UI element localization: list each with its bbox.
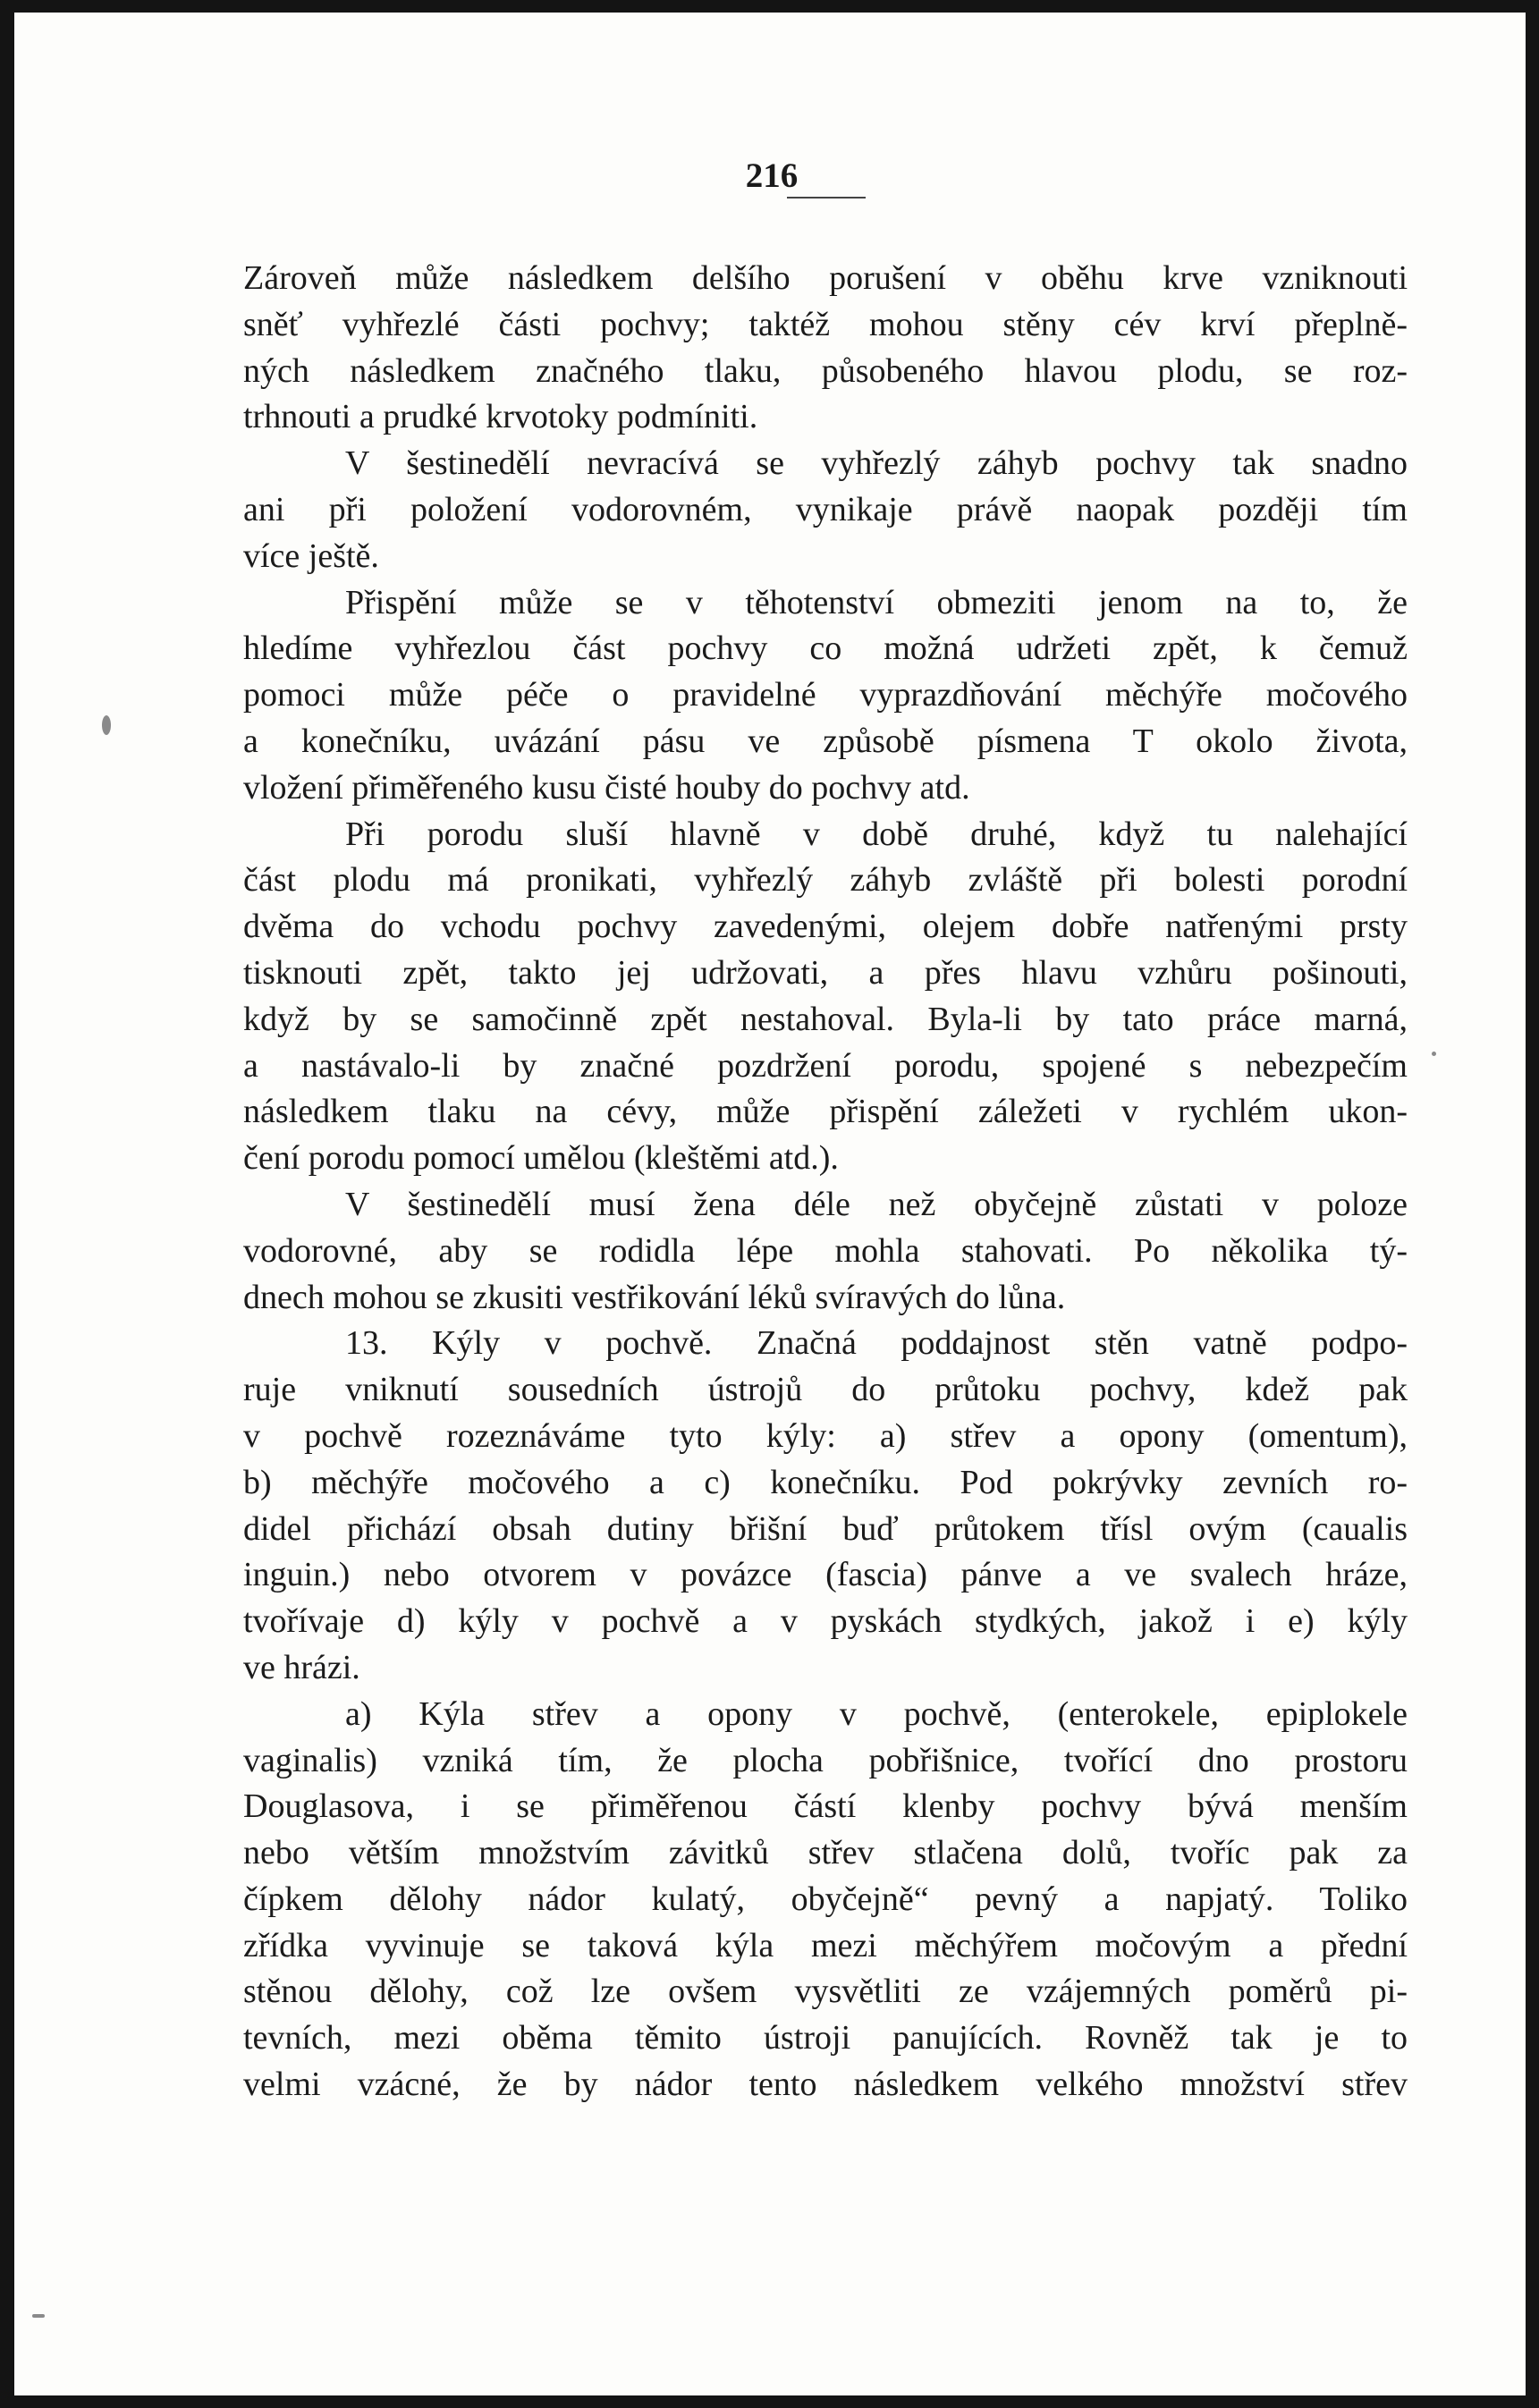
text-line: stěnou dělohy, což lze ovšem vysvětliti ze vzájemných poměrů pi- [243,1973,1408,2011]
paragraph-start-line: V šestinedělí musí žena déle než obyčejně zůstati v poloze [345,1185,1408,1223]
paper-speck [102,715,111,735]
text-line: didel přichází obsah dutiny břišní buď průtokem třísl ovým (caualis [243,1509,1408,1548]
section-13-heading-line: 13. Kýly v pochvě. Značná poddajnost stěn vatně podpo- [345,1324,1408,1363]
paper-speck [32,2314,45,2318]
text-line: část plodu má pronikati, vyhřezlý záhyb zvláště při bolesti porodní [243,861,1408,900]
subsection-a-heading-line: a) Kýla střev a opony v pochvě, (enterokele, epiplokele [345,1694,1408,1733]
text-line: ve hrázi. [243,1648,360,1686]
text-line: když by se samočinně zpět nestahoval. Byla-li by tato práce marná, [243,1000,1408,1038]
text-line: ani při položení vodorovném, vynikaje právě naopak později tím [243,490,1408,528]
text-line: zřídka vyvinuje se taková kýla mezi měchýřem močovým a přední [243,1926,1408,1964]
text-line: dvěma do vchodu pochvy zavedenými, olejem dobře natřenými prsty [243,908,1408,946]
text-line: ruje vniknutí sousedních ústrojů do průtoku pochvy, kdež pak [243,1371,1408,1409]
text-line: Douglasova, i se přiměřenou částí klenby pochvy bývá menším [243,1787,1408,1826]
body-text [243,256,1408,2108]
text-line: následkem tlaku na cévy, může přispění záležeti v rychlém ukon- [243,1093,1408,1131]
text-line: čení porodu pomocí umělou (kleštěmi atd.). [243,1139,839,1178]
text-line: trhnouti a prudké krvotoky podmíniti. [243,398,758,436]
text-line: velmi vzácné, že by nádor tento následkem velkého množství střev [243,2066,1408,2104]
text-line: více ještě. [243,537,379,575]
text-line: vaginalis) vzniká tím, že plocha pobřišnice, tvořící dno prostoru [243,1741,1408,1779]
text-line: vložení přiměřeného kusu čisté houby do pochvy atd. [243,768,970,807]
text-line: v pochvě rozeznáváme tyto kýly: a) střev a opony (omentum), [243,1416,1408,1455]
text-line: tevních, mezi oběma těmito ústroji panujících. Rovněž tak je to [243,2019,1408,2057]
paper-speck [1432,1052,1436,1056]
text-line: nebo větším množstvím závitků střev stlačena dolů, tvoříc pak za [243,1834,1408,1872]
text-line: a nastávalo-li by značné pozdržení porodu, spojené s nebezpečím [243,1046,1408,1085]
page-number-underline [787,197,866,199]
text-line: inguin.) nebo otvorem v povázce (fascia) pánve a ve svalech hráze, [243,1556,1408,1594]
paragraph-start-line: V šestinedělí nevracívá se vyhřezlý záhyb pochvy tak snadno [345,444,1408,483]
text-line: tvořívaje d) kýly v pochvě a v pyskách stydkých, jakož i e) kýly [243,1602,1408,1641]
text-line: ných následkem značného tlaku, působeného hlavou plodu, se roz- [243,351,1408,390]
text-line: dnech mohou se zkusiti vestřikování léků svíravých do lůna. [243,1278,1066,1316]
text-line: vodorovné, aby se rodidla lépe mohla stahovati. Po několika tý- [243,1231,1408,1270]
text-line: pomoci může péče o pravidelné vyprazdňování měchýře močového [243,676,1408,714]
text-line: b) měchýře močového a c) konečníku. Pod pokrývky zevních ro- [243,1463,1408,1501]
text-line: hledíme vyhřezlou část pochvy co možná udržeti zpět, k čemuž [243,629,1408,668]
paragraph-start-line: Při porodu sluší hlavně v době druhé, když tu nalehající [345,815,1408,853]
paragraph-start-line: Přispění může se v těhotenství obmeziti jenom na to, že [345,583,1408,621]
text-line: a konečníku, uvázání pásu ve způsobě písmena T okolo života, [243,722,1408,760]
book-page [14,13,1526,2395]
page-number: 216 [745,156,799,195]
text-line: Zároveň může následkem delšího porušení v oběhu krve vzniknouti [243,259,1408,297]
text-line: tisknouti zpět, takto jej udržovati, a přes hlavu vzhůru pošinouti, [243,953,1408,992]
text-line: sněť vyhřezlé části pochvy; taktéž mohou stěny cév krví přeplně- [243,305,1408,343]
text-line: čípkem dělohy nádor kulatý, obyčejně“ pevný a napjatý. Toliko [243,1880,1408,1918]
